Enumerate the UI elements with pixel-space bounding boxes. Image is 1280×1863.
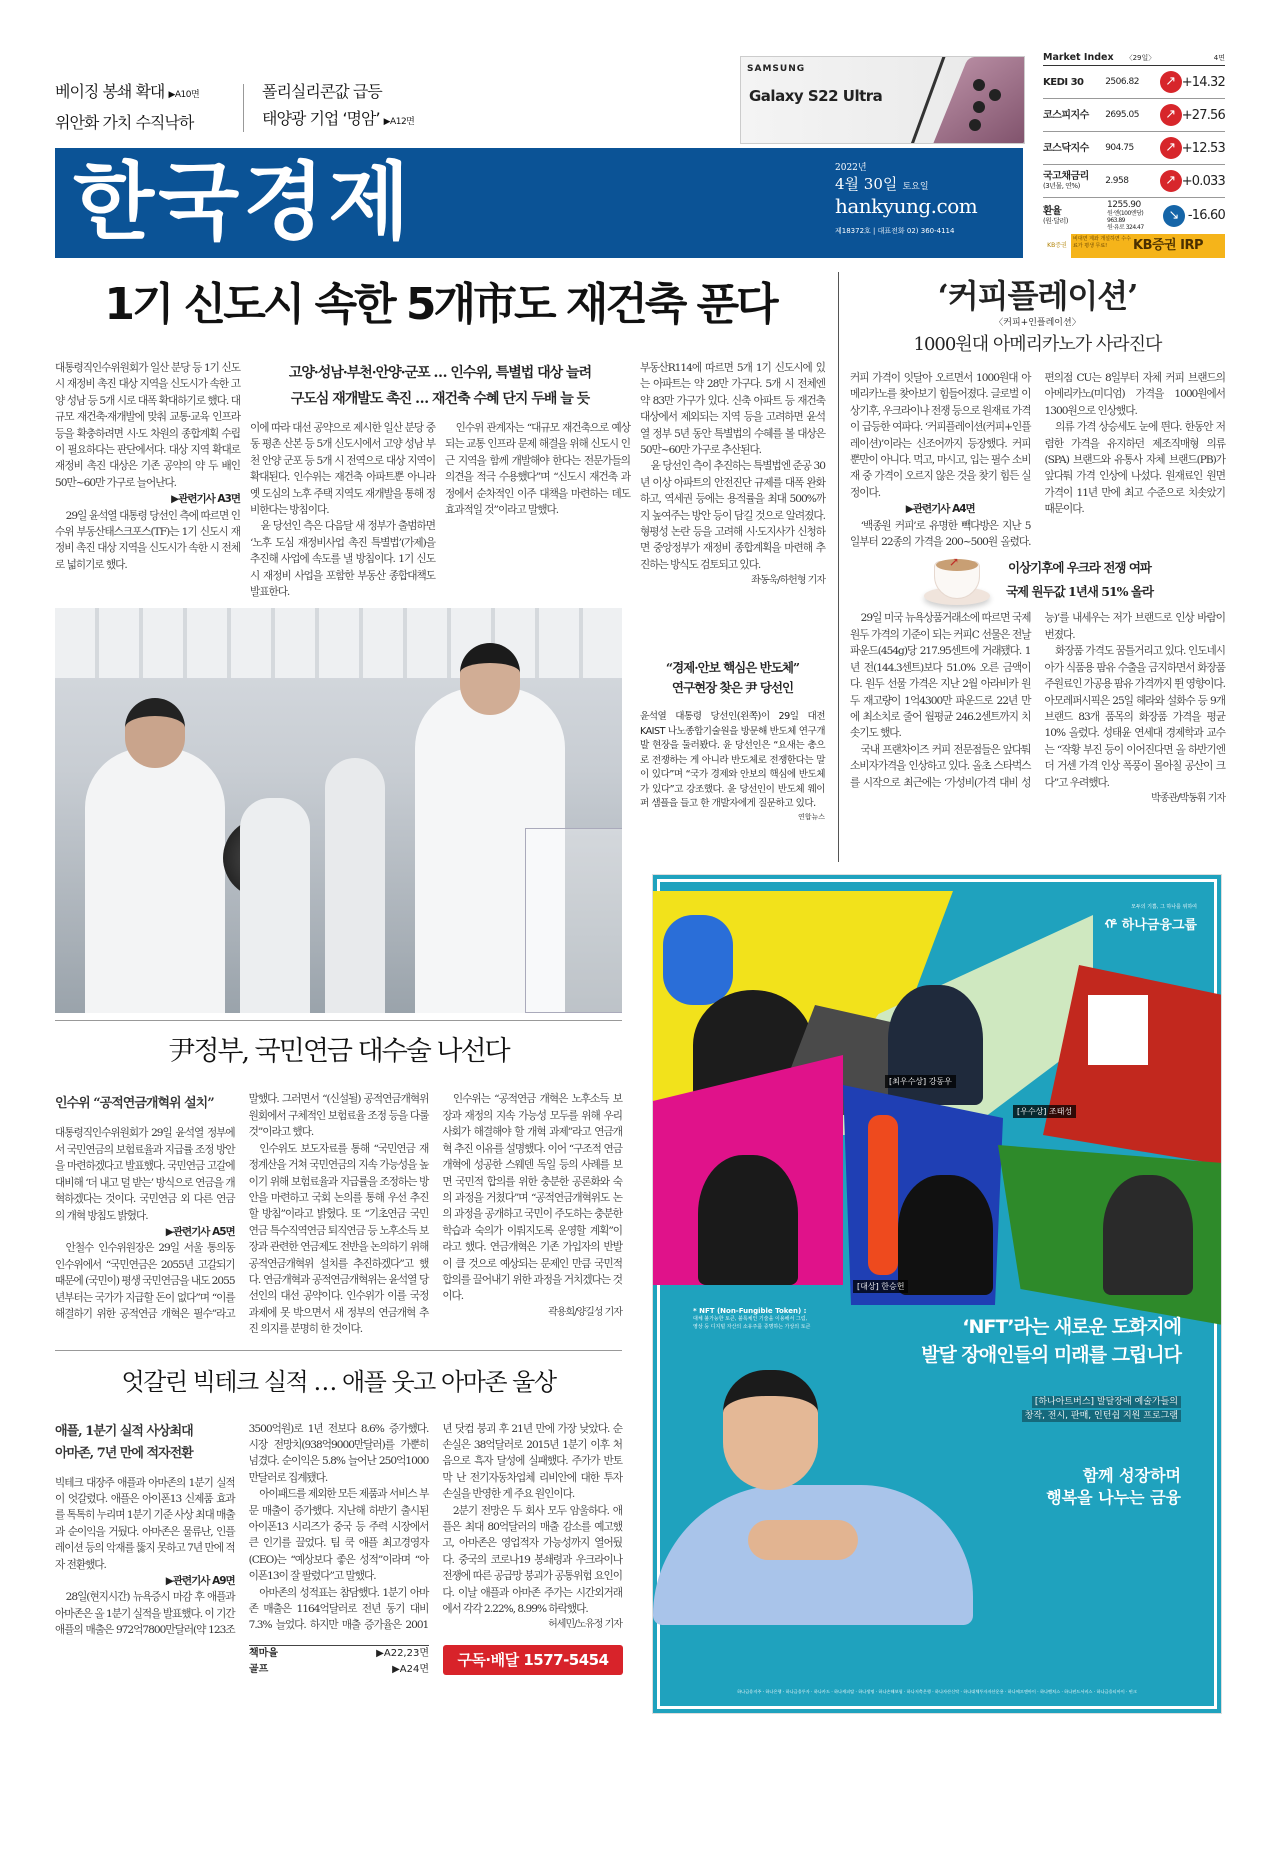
related-article-link[interactable]: ▶관련기사 A5면 — [165, 1225, 235, 1238]
subhead-line: 구도심 재개발도 촉진 … 재건축 수혜 단지 두배 늘 듯 — [290, 391, 590, 407]
paragraph: 국내 프랜차이즈 커피 전문점들은 앞다퉈 소비자가격을 인상하고 있다. 올초 스타벅스를 시작으로 최근에는 ‘가성비(가격 대비 성능)’를 내세우는 저가 브랜드로 인상 바람이 번졌다. — [850, 612, 1225, 789]
artist-figure — [1103, 1175, 1193, 1295]
kb-irp-ad[interactable] — [1043, 234, 1225, 258]
index-change: +12.53 — [1181, 140, 1225, 156]
pull-quote-line: 국제 원두값 1년새 51% 올라 — [1005, 584, 1154, 600]
site-link[interactable]: hankyung.com — [835, 194, 978, 218]
index-page: ▶A22,23면 — [376, 1647, 429, 1659]
coffee-body — [850, 370, 1225, 807]
market-index-title: Market Index — [1043, 52, 1114, 63]
camera-icon — [973, 79, 985, 91]
index-row-bond — [1043, 165, 1225, 198]
ad-program-line: [하나아트버스] 발달장애 예술가들의 — [1032, 1396, 1181, 1408]
index-value: 2506.82 — [1105, 77, 1139, 87]
bigtech-body — [55, 1421, 622, 1639]
arrow-up-icon: ↗ — [1160, 71, 1182, 93]
market-index — [1043, 52, 1225, 258]
teaser-beijing[interactable] — [55, 78, 199, 136]
person-whitecoat — [85, 748, 225, 1013]
ad-headline-line: ‘NFT’라는 새로운 도화지에 — [962, 1316, 1181, 1338]
index-row-fx — [1043, 198, 1225, 233]
page-ref: 4면 — [1213, 54, 1225, 62]
coffee-deck: 1000원대 아메리카노가 사라진다 — [913, 334, 1162, 355]
index-item-golf[interactable] — [249, 1662, 429, 1678]
teaser-line: 폴리실리콘값 급등 — [262, 82, 382, 101]
award-label: [우수상] 조태성 — [1013, 1105, 1076, 1118]
date: 4월 30일 — [835, 175, 898, 193]
related-article-link[interactable]: ▶관련기사 A9면 — [165, 1575, 235, 1587]
index-name: 환율 — [1043, 205, 1062, 217]
ad-program — [1022, 1395, 1181, 1423]
index-subvalue: 원·엔(100엔당) 963.89 — [1107, 210, 1144, 224]
coffee-body-top — [850, 370, 1225, 550]
arrow-up-icon: ↗ — [1160, 137, 1182, 159]
masthead — [55, 148, 1023, 258]
index-name: 코스닥지수 — [1043, 142, 1089, 154]
painting-leopard — [663, 915, 733, 1005]
samsung-ad[interactable] — [740, 56, 1025, 144]
index-value: 1255.90 — [1107, 200, 1141, 210]
caption-title: “경제·안보 핵심은 반도체” — [665, 660, 800, 676]
divider — [243, 84, 244, 132]
index-section: 책마을 — [249, 1647, 278, 1659]
paragraph: 아이패드를 제외한 모든 제품과 서비스 부문 매출이 증가했다. 지난해 하반기 출시된 아이폰13 시리즈가 중국 등 주력 시장에서 큰 인기를 끌었다. 팀 쿡 애플 최고경영자(CEO)는 “예상보다 좋은 성적”이라며 “아이폰13이 잘 팔렸다”고 말했다. — [248, 1488, 429, 1583]
index-page: ▶A24면 — [392, 1663, 429, 1675]
caption-title: 연구현장 찾은 尹 당선인 — [671, 680, 794, 696]
section-rule — [55, 1020, 622, 1021]
arrow-down-icon: ↘ — [1163, 205, 1185, 227]
caption-text — [640, 710, 825, 812]
issue-number: 제18372호 — [835, 227, 871, 235]
paragraph: 커피 가격이 잇달아 오르면서 1000원대 아메리카노를 찾아보기 힘들어졌다. 글로벌 이상기후, 우크라이나 전쟁 등으로 원재료 가격이 급등한 여파다. ‘커피플레이션(커피+인플레이션)’이라는 신조어까지 등장했다. 커피뿐만이 아니다. 먹고, 마시고, 입는 필수 소비재 중 가격이 오르지 않은 것을 찾기 힘든 실정이다. — [850, 372, 1031, 499]
nft-note-text: 대체 불가능한 토큰, 블록체인 기술을 이용해서 그림, 영상 등 디지털 자산의 소유주를 증명하는 가상의 토큰 — [693, 1316, 811, 1330]
subhead-line: 고양·성남·부천·안양·군포 … 인수위, 특별법 대상 늘려 — [288, 365, 592, 381]
person-head — [125, 698, 185, 768]
newspaper-logo[interactable]: 한국경제 — [73, 153, 414, 251]
hana-logo-text: 하나금융그룹 — [1121, 918, 1197, 933]
coffee-body-bottom — [850, 610, 1225, 807]
index-name: KEDI 30 — [1043, 76, 1084, 88]
paragraph: 대통령직인수위원회가 29일 윤석열 정부에서 국민연금의 보험료율과 지급률 조정 방안을 마련하겠다고 발표했다. 국민연금 고갈에 대비해 ‘더 내고 덜 받는’ 방식으로 연금을 개혁하겠다는 것이다. 국민연금 외 다른 연금의 개혁 방침도 밝혔다. — [55, 1127, 235, 1222]
teaser-polysilicon[interactable] — [262, 78, 414, 136]
paragraph: 인수위는 “공적연금 개혁은 노후소득 보장과 재정의 지속 가능성 모두를 위해 우리 사회가 해결해야 할 개혁 과제”라고 연금개혁 추진 이유를 설명했다. 이어 “구조적 연금개혁에 성공한 스웨덴 독일 등의 사례를 보면 국민적 합의를 위한 충분한 공론화와 숙의 과정을 거쳤다”며 “공적연금개혁위도 논의 과정을 공개하고 국민이 주도하는 충분한 학습과 숙의가 이뤄지도록 운영할 계획”이라고 했다. 연금개혁은 기존 가입자의 반발이 클 것으로 예상되는 문제인 만큼 국민적 합의를 끌어내기 위한 과정을 거치겠다는 것이다. — [442, 1093, 622, 1303]
kb-ad-copy: 비대면 계좌 개설하면 수수료가 평생 무료! — [1073, 236, 1131, 249]
arrow-up-icon: ↗ — [1160, 104, 1182, 126]
artist-figure — [698, 1155, 798, 1285]
coffee-pull-quote — [1006, 556, 1153, 604]
paragraph: 2분기 전망은 두 회사 모두 암울하다. 애플은 최대 80억달러의 매출 감소를 예고했고, 아마존은 영업적자 가능성까지 열어뒀다. 중국의 코로나19 봉쇄령과 우크라이나 전쟁에 따른 공급망 붕괴가 공통위험 요인이다. 이날 애플과 아마존 주가는 시간외거래에서 각각 2.22%, 8.99% 하락했다. — [442, 1504, 622, 1616]
lab-photo[interactable] — [55, 608, 622, 1013]
index-value: 904.75 — [1105, 143, 1134, 153]
weekday: 토요일 — [902, 182, 929, 192]
paragraph: 아마존의 성적표는 참담했다. 1분기 아마존 매출은 1164억달러로 전년 동기 대비 7.3% 늘었다. 하지만 매출 증가율은 2001년 닷컴 붕괴 후 21년 만에 가장 낮았다. 순손실은 38억달러로 2015년 1분기 이후 처음으로 흑자 달성에 실패했다. 주가가 반토막 난 전기자동차업체 리비안에 대한 투자 손실을 반영한 게 주요 원인이다. — [248, 1422, 622, 1632]
paragraph: 인수위도 보도자료를 통해 “국민연금 재정계산을 거쳐 국민연금의 지속 가능성을 높이기 위해 보험료율과 지급률을 조정하는 방안을 마련하고 국회 논의를 통해 우선 추진할 방침”이라고 밝혔다. 또 “기초연금 국민연금 특수직역연금 퇴직연금 등 노후소득 보장과 관련한 연금제도 전반을 논의하기 위해 공적연금개혁위 설치를 추진하겠다”고 했다. 연금개혁과 공적연금개혁위는 윤석열 당선인의 대선 공약이다. 인수위가 이를 국정과제에 못 박으면서 새 정부의 연금개혁 추진 의지를 분명히 한 것이다. — [248, 1142, 429, 1336]
arrow-up-icon: ↗ — [1160, 170, 1182, 192]
byline: 허세민/노유정 기자 — [548, 1619, 622, 1631]
lead-subhead — [250, 360, 630, 412]
ad-headline — [921, 1313, 1181, 1369]
coffee-heading[interactable] — [850, 276, 1225, 360]
caption-body: 윤석열 대통령 당선인(왼쪽)이 29일 대전 KAIST 나노종합기술원을 방문해 반도체 연구개발 현장을 둘러봤다. 윤 당선인은 “요새는 총으로 전쟁하는 게 아니라 반도체로 전쟁한다는 말이 있다”며 “국가 경제와 안보의 핵심에 반도체가 있다”고 강조했다. 윤 당선인이 반도체 웨이퍼 샘플을 들고 한 개발자에게 질문하고 있다. — [640, 711, 825, 810]
page-ref: ▶A10면 — [168, 90, 200, 100]
index-subvalue: 원·유로 324.47 — [1107, 224, 1144, 231]
lead-col-3 — [445, 420, 630, 600]
index-value: 2695.05 — [1105, 110, 1139, 120]
person-whitecoat — [240, 798, 310, 1013]
paragraph: 29일 윤석열 대통령 당선인 측에 따르면 인수위 부동산태스크포스(TF)는 1기 신도시 재정비 촉진 대상 지역을 신도시가 속한 시 전체로 넓히기로 했다. — [55, 509, 240, 571]
lead-story-body — [55, 360, 825, 600]
bigtech-kicker: 아마존, 7년 만에 적자전환 — [55, 1445, 193, 1461]
teaser-line: 베이징 봉쇄 확대 — [55, 82, 165, 101]
section-rule — [55, 1350, 622, 1351]
byline: 박종관/박동휘 기자 — [1151, 792, 1225, 804]
paragraph: 빅테크 대장주 애플과 아마존의 1분기 실적이 엇갈렸다. 애플은 아이폰13 신제품 효과를 톡톡히 누리며 1분기 기준 사상 최대 매출과 순이익을 거뒀다. 아마존은 물류난, 인플레이션 등의 악재를 뚫지 못하고 7년 만에 적자 전환했다. — [55, 1476, 235, 1571]
photo-caption — [640, 608, 825, 822]
related-article-link[interactable]: ▶관련기사 A3면 — [171, 493, 240, 506]
paragraph: 안철수 인수위원장은 29일 서울 통의동 인수위에서 “국민연금은 2055년 고갈되기 때문에 (국민이) 평생 국민연금을 내도 2055년부터는 국가가 지급할 돈이 없다”며 “이를 해결하기 위한 공적연금 개혁은 필수”라고 말했다. 그러면서 “(신설될) 공적연금개혁위원회에서 구체적인 보험료율 조정 등을 다룰 것”이라고 했다. — [55, 1093, 429, 1320]
hana-tagline: 모두의 기쁨, 그 하나를 위하여 — [1131, 904, 1197, 910]
hana-logo — [1105, 903, 1197, 933]
lead-headline[interactable]: 1기 신도시 속한 5개市도 재건축 푼다 — [104, 279, 776, 330]
rising-chart-icon: ↗ — [948, 555, 960, 570]
index-change: -16.60 — [1187, 208, 1225, 223]
canvas — [1088, 995, 1148, 1065]
index-change: +27.56 — [1181, 107, 1225, 123]
teaser-line: 위안화 가치 수직낙하 — [55, 113, 194, 132]
index-row-kospi — [1043, 99, 1225, 132]
ad-slogan-line: 함께 성장하며 — [1082, 1466, 1181, 1485]
award-label: [대상] 한승헌 — [853, 1280, 908, 1293]
lead-col-2 — [250, 420, 435, 600]
related-article-link[interactable]: ▶관련기사 A4면 — [905, 503, 975, 516]
ad-brand: SAMSUNG — [747, 64, 806, 74]
pull-quote-line: 이상기후에 우크라 전쟁 여파 — [1008, 560, 1151, 576]
index-sub: (3년물, 연%) — [1043, 182, 1080, 190]
page-ref: ▶A12면 — [383, 117, 415, 127]
paragraph: 29일 미국 뉴욕상품거래소에 따르면 국제 원두 가격의 기준이 되는 커피C 선물은 전날 파운드(454g)당 217.95센트에 거래됐다. 1년 전(144.3센트)보다 51.0% 오른 금액이다. 원두 선물 가격은 지난 2월 아라비카 원두 재고량이 1억4300만 파운드로 22년 만에 최소치로 줄어 월평균 246.2센트까지 치솟기도 했다. — [850, 612, 1031, 740]
lead-col-4 — [640, 360, 825, 600]
ad-slogan — [1046, 1465, 1181, 1509]
painting-giraffe — [868, 1115, 898, 1275]
hana-ad[interactable] — [652, 874, 1222, 1714]
index-change: +14.32 — [1181, 74, 1225, 90]
pension-kicker: 인수위 “공적연금개혁위 설치” — [55, 1096, 214, 1112]
index-row-kosdaq — [1043, 132, 1225, 165]
teaser-line: 태양광 기업 ‘명암’ — [262, 109, 380, 128]
paragraph: 화장품 가격도 꿈틀거리고 있다. 인도네시아가 식품용 팜유 수출을 금지하면서 화장품 주원료인 가공용 팜유 가격까지 뛴 영향이다. 아모레퍼시픽은 25일 헤라와 설화수 등 9개 브랜드 83개 품목의 화장품 가격을 평균 10% 올렸다. 성태윤 연세대 경제학과 교수는 “작황 부진 등이 이어진다면 올 하반기엔 더 거센 가격 인상 폭풍이 몰아칠 공산이 크다”고 우려했다. — [1044, 645, 1225, 789]
index-name: 코스피지수 — [1043, 109, 1089, 121]
ad-affiliates: 하나금융지주 · 하나은행 · 하나금융투자 · 하나카드 · 하나캐피탈 · 하나생명 · 하나손해보험 · 하나저축은행 · 하나자산신탁 · 하나대체투자자산운용 · 하나에프앤아이 · 하나벤처스 · 하나펀드서비스 · 하나금융티아이 · 핀크 — [737, 1689, 1137, 1694]
paragraph: 윤 당선인 측이 추진하는 특별법엔 준공 30년 이상 아파트의 안전진단 규제를 대폭 완화하고, 역세권 등에는 용적률을 최대 500%까지 높여주는 방안 등이 담길 것으로 알려졌다. 형평성 논란 등을 고려해 시·도지사가 신청하면 중앙정부가 재정비 종합계획을 마련해 추진하는 방식도 검토되고 있다. — [640, 460, 825, 571]
index-row-kedi30 — [1043, 66, 1225, 99]
artist-figure — [898, 1175, 993, 1295]
coffee-feature-row — [850, 552, 1225, 608]
paragraph: 이에 따라 대선 공약으로 제시한 일산 분당 중동 평촌 산본 등 5개 신도시에서 고양 성남 부천 안양 군포 등 5개 시 전역으로 대상 지역이 확대된다. 인수위는 재건축 아파트뿐 아니라 옛 도심의 노후 주택 지역도 재개발을 통해 정비한다는 방침이다. — [250, 422, 435, 517]
index-box — [249, 1645, 429, 1678]
index-section: 골프 — [249, 1663, 269, 1675]
market-index-date: 〈29일〉 — [1125, 54, 1156, 62]
paragraph: ‘백종원 커피’로 유명한 빽다방은 지난 5일부터 22종의 가격을 200~500원 올렸다. 편의점 CU는 8일부터 자체 커피 브랜드의 아메리카노(미디엄) 가격을 1000원에서 1300원으로 인상했다. — [850, 372, 1225, 549]
paragraph: 28일(현지시간) 뉴욕증시 마감 후 애플과 아마존은 올 1분기 실적을 발표했다. 이 기간 애플의 매출은 972억7800만달러(약 123조3500억원)로 1년 전보다 8.6% 증가했다. 시장 전망치(938억9000만달러)를 가뿐히 넘겼다. 순이익은 5.8% 늘어난 250억1000만달러로 집계됐다. — [55, 1422, 429, 1637]
byline: 곽용희/양길성 기자 — [548, 1306, 622, 1318]
ceiling-lights — [55, 608, 622, 678]
lower-stories — [55, 1020, 622, 1677]
photo-credit: 연합뉴스 — [797, 812, 825, 821]
person-head — [460, 643, 520, 715]
spokesperson-head — [723, 1370, 818, 1490]
index-item-books[interactable] — [249, 1646, 429, 1662]
award-label: [최우수상] 강동우 — [885, 1075, 956, 1088]
ad-headline-line: 발달 장애인들의 미래를 그립니다 — [921, 1344, 1181, 1366]
byline: 좌동욱/하헌형 기자 — [751, 575, 825, 587]
ad-product: Galaxy S22 Ultra — [749, 87, 883, 105]
phone: 대표전화 02) 360-4114 — [877, 227, 955, 235]
nft-note — [693, 1307, 813, 1331]
paragraph: 의류 가격 상승세도 눈에 띈다. 한동안 저렴한 가격을 유지하던 제조직매형 의류(SPA) 브랜드와 유통사 자체 브랜드(PB)가 앞다퉈 가격 인상에 나섰다. 원재료인 원면 가격이 11년 만에 최고 수준으로 치솟았기 때문이다. — [1044, 421, 1225, 516]
hana-symbol-icon: ᡥ — [1104, 918, 1118, 933]
spokesperson-hands — [748, 1520, 858, 1560]
paragraph: 인수위 관계자는 “대규모 재건축으로 예상되는 교통 인프라 문제 해결을 위해 신도시 인근 지역을 함께 개발해야 한다는 전문가들의 의견을 적극 수용했다”며 “신도시 재건축 과정에서 순차적인 이주 대책을 마련하는 데도 효과적일 것”이라고 말했다. — [445, 422, 630, 517]
coffee-gloss: 〈커피+인플레이션〉 — [994, 318, 1081, 328]
nft-note-title: * NFT (Non-Fungible Token) : — [693, 1307, 807, 1315]
bigtech-kicker: 애플, 1분기 실적 사상최대 — [55, 1423, 193, 1439]
index-sub: (원·달러) — [1043, 216, 1068, 225]
paragraph: 윤 당선인 측은 다음달 새 정부가 출범하면 ‘노후 도심 재정비사업 촉진 특별법’(가제)을 추진해 사업에 속도를 낼 방침이다. 1기 신도시 재정비 사업을 포함한 부동산 종합대책도 발표한다. — [250, 520, 435, 599]
bigtech-headline[interactable]: 엇갈린 빅테크 실적 … 애플 웃고 아마존 울상 — [121, 1367, 556, 1396]
paragraph: 대통령직인수위원회가 일산 분당 등 1기 신도시 재정비 촉진 대상 지역을 신도시가 속한 고양 성남 등 5개 시로 대폭 확대하기로 했다. 대규모 재건축·재개발에 맞춰 교통·교육 인프라 등을 확충하려면 시·도 차원의 종합계획 수립이 필요하다는 판단에서다. 대상 지역 확대로 재정비 촉진 대상은 기존 공약의 약 두 배인 50만~60만 가구로 늘어난다. — [55, 362, 240, 489]
pension-body — [55, 1091, 622, 1337]
index-name: 국고채금리 — [1043, 171, 1089, 182]
coffee-title: ‘커피플레이션’ — [937, 277, 1138, 315]
bigtech-footer — [55, 1645, 622, 1678]
equipment — [525, 828, 622, 1013]
pension-headline[interactable]: 尹정부, 국민연금 대수술 나선다 — [168, 1036, 509, 1068]
ad-program-line: 창작, 전시, 판매, 인턴쉽 지원 프로그램 — [1022, 1410, 1181, 1422]
index-change: +0.033 — [1181, 173, 1225, 189]
paragraph: 부동산R114에 따르면 5개 1기 신도시에 있는 아파트는 약 28만 가구다. 5개 시 전체엔 약 83만 가구가 있다. 신축 아파트 등 재건축 대상에서 제외되는 지역 등을 고려하면 윤석열 정부 5년 동안 특별법의 수혜를 볼 대상은 50만~60만 가구로 추산된다. — [640, 362, 825, 457]
lead-col-1 — [55, 360, 240, 600]
person-whitecoat — [325, 758, 385, 1013]
kb-logo: KB증권 — [1043, 234, 1071, 258]
index-value: 2.958 — [1105, 176, 1129, 186]
year: 2022년 — [835, 163, 867, 173]
column-divider — [838, 272, 839, 862]
subscribe-delivery-button[interactable]: 구독·배달 1577-5454 — [443, 1645, 623, 1675]
ad-slogan-line: 행복을 나누는 금융 — [1046, 1488, 1181, 1507]
kb-ad-brand: KB증권 IRP — [1133, 238, 1203, 253]
coffee-cup-image — [922, 553, 992, 607]
masthead-date: 2022년 4월 30일 토요일 hankyung.com 제18372호 | 대표전화 02) 360-4114 — [835, 160, 977, 236]
